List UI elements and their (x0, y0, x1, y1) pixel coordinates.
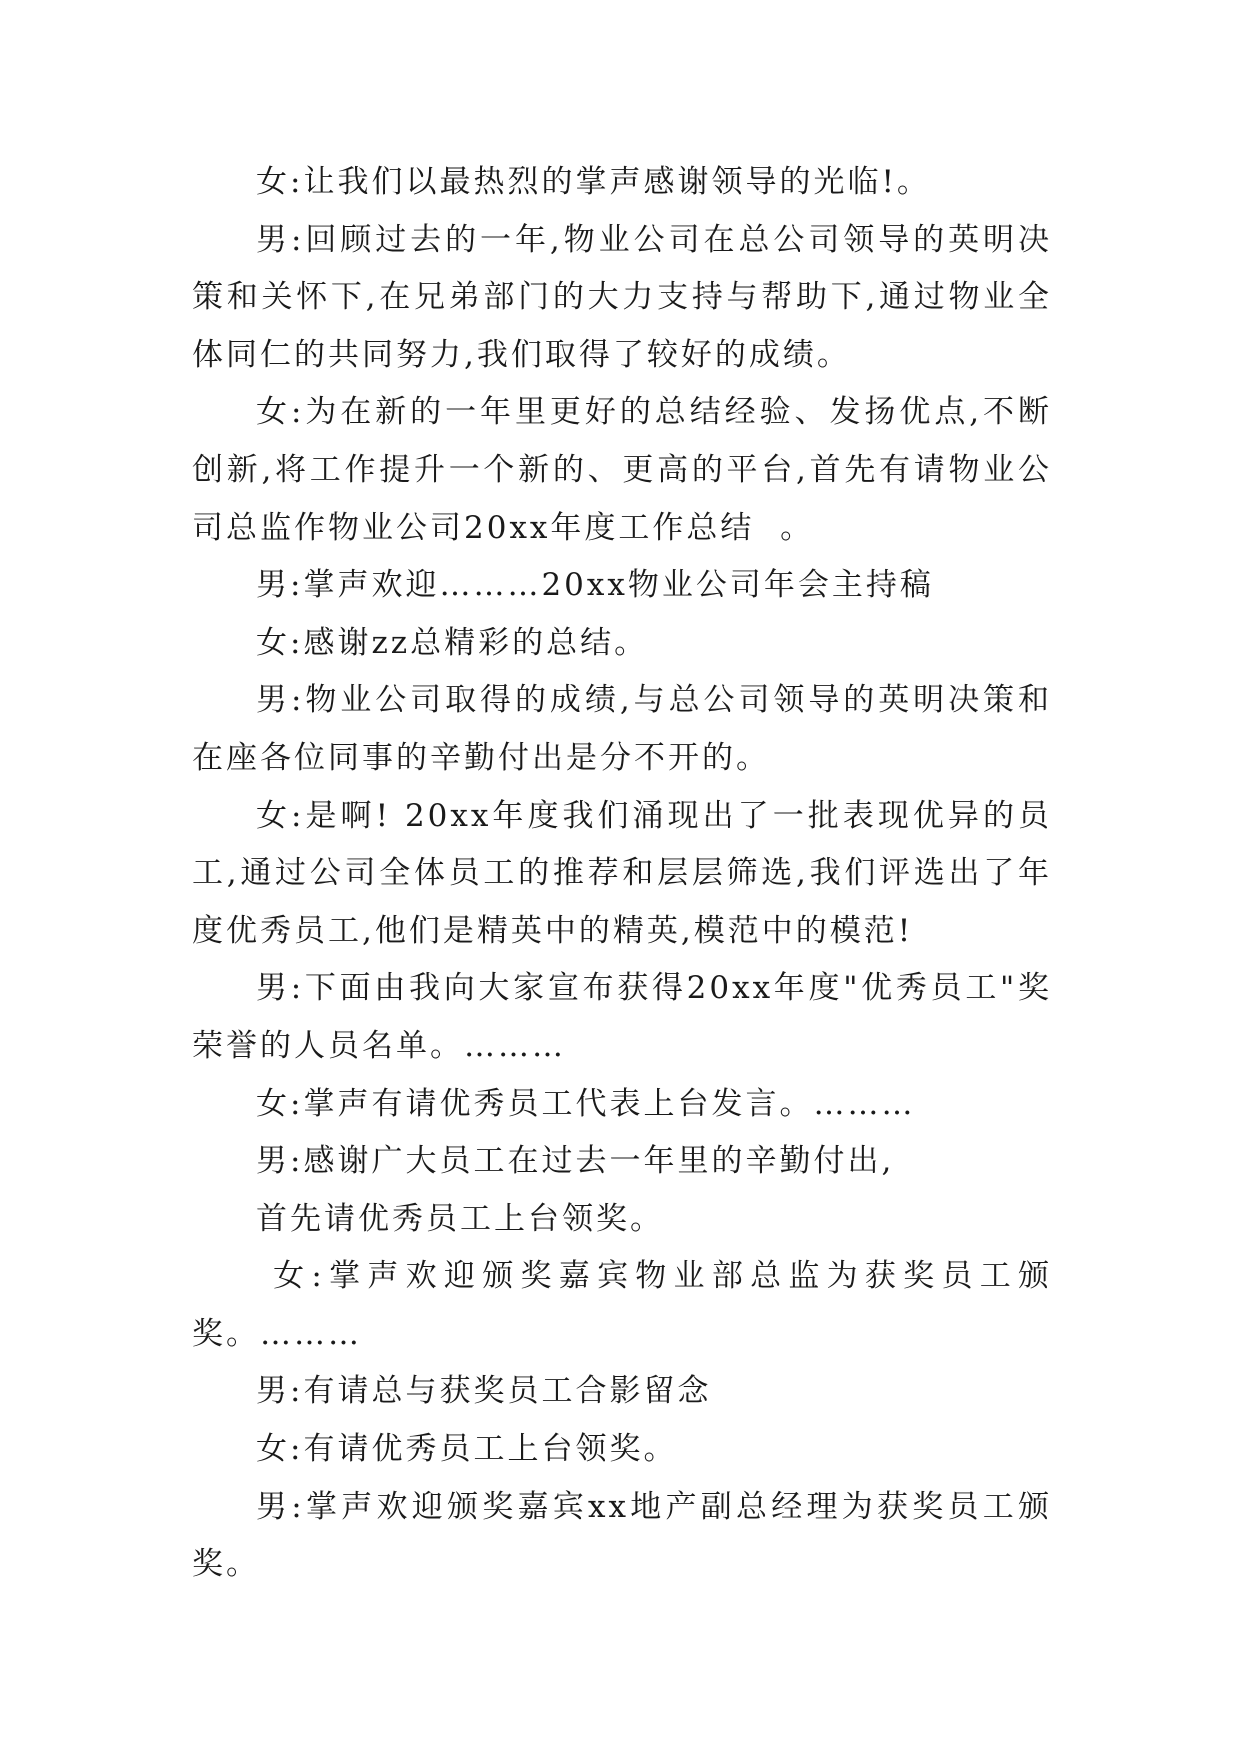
paragraph: 首先请优秀员工上台领奖。 (256, 1200, 664, 1237)
paragraph: 男:掌声欢迎………20xx物业公司年会主持稿 (256, 567, 934, 604)
paragraph: 男:回顾过去的一年,物业公司在总公司领导的英明决策和关怀下,在兄弟部门的大力支持与帮助下,通过物业全体同仁的共同努力,我们取得了较好的成绩。 (192, 221, 1052, 373)
paragraph: 女:为在新的一年里更好的总结经验、发扬优点,不断创新,将工作提升一个新的、更高的平台,首先有请物业公司总监作物业公司20xx年度工作总结 。 (192, 394, 1052, 546)
paragraph: 男:下面由我向大家宣布获得20xx年度"优秀员工"奖荣誉的人员名单。……… (192, 970, 1052, 1064)
paragraph: 女:掌声欢迎颁奖嘉宾物业部总监为获奖员工颁奖。……… (192, 1258, 1052, 1352)
paragraph: 男:掌声欢迎颁奖嘉宾xx地产副总经理为获奖员工颁奖。 (192, 1488, 1052, 1583)
paragraph: 男:感谢广大员工在过去一年里的辛勤付出, (256, 1143, 895, 1180)
paragraph: 男:有请总与获奖员工合影留念 (256, 1373, 712, 1410)
paragraph: 女:有请优秀员工上台领奖。 (256, 1431, 678, 1468)
paragraph: 女:掌声有请优秀员工代表上台发言。……… (256, 1085, 916, 1122)
paragraph: 男:物业公司取得的成绩,与总公司领导的英明决策和在座各位同事的辛勤付出是分不开的。 (192, 682, 1052, 776)
paragraph: 女:感谢zz总精彩的总结。 (256, 624, 649, 661)
paragraph: 女:让我们以最热烈的掌声感谢领导的光临!。 (256, 164, 931, 200)
paragraph: 女:是啊! 20xx年度我们涌现出了一批表现优异的员工,通过公司全体员工的推荐和层层筛选,我们评选出了年度优秀员工,他们是精英中的精英,模范中的模范! (192, 797, 1052, 949)
document-body (192, 154, 1052, 1594)
